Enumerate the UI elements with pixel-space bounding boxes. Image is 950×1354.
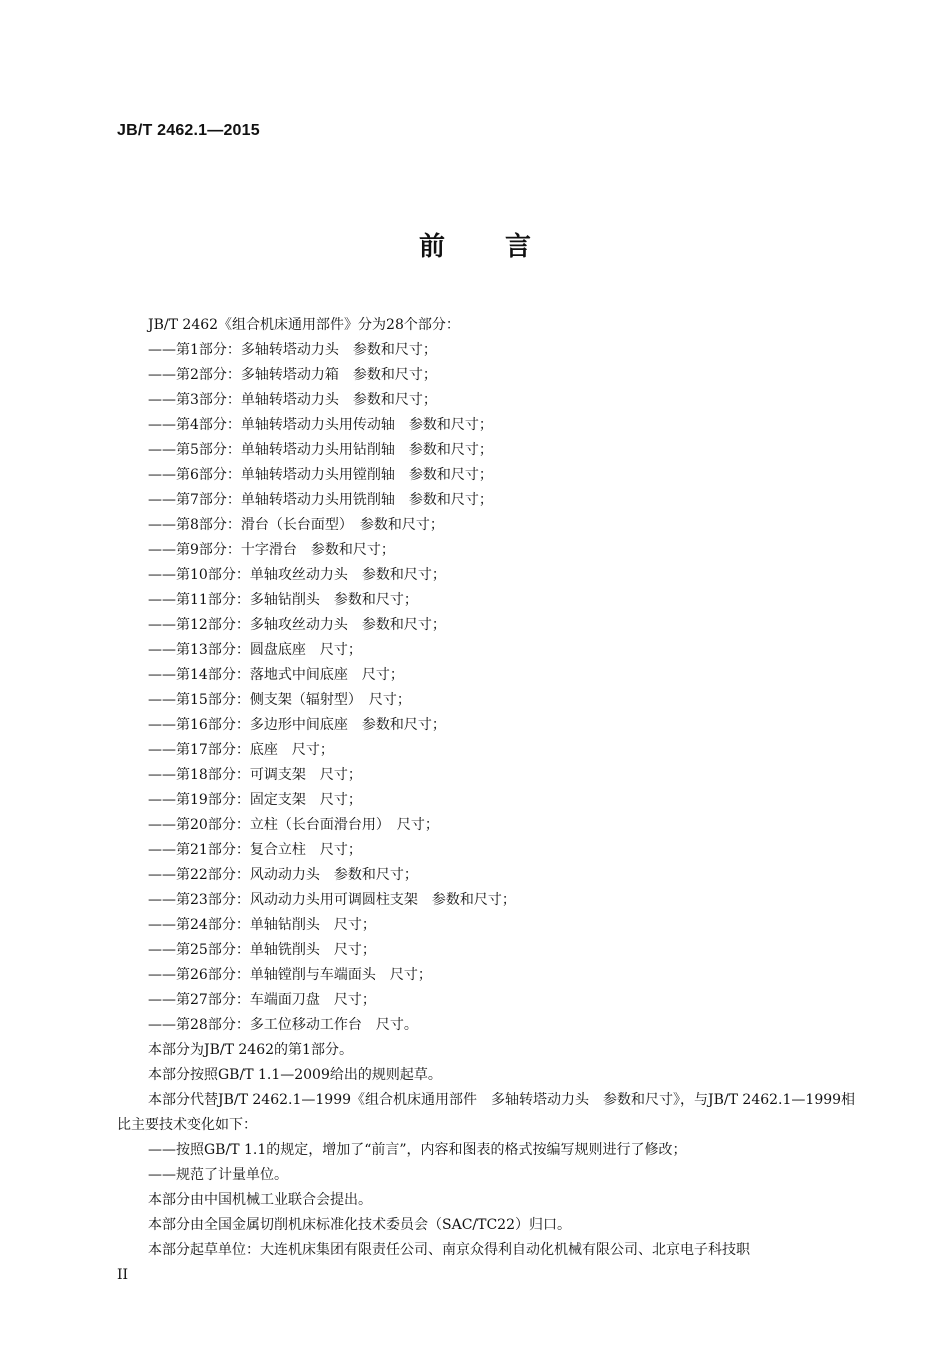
part-list-item: ——第18部分：可调支架 尺寸； xyxy=(148,767,362,783)
replaces-statement: 本部分代替JB/T 2462.1—1999《组合机床通用部件 多轴转塔动力头 参数和尺寸》，与JB/T 2462.1—1999相比主要技术变化如下： xyxy=(117,1092,856,1133)
proposed-by-statement: 本部分由中国机械工业联合会提出。 xyxy=(148,1192,372,1208)
part-list-item: ——第15部分：侧支架（辐射型） 尺寸； xyxy=(148,692,411,708)
part-list-item: ——第1部分：多轴转塔动力头 参数和尺寸； xyxy=(148,342,437,358)
part-list-item: ——第7部分：单轴转塔动力头用铣削轴 参数和尺寸； xyxy=(148,492,493,508)
intro-line: JB/T 2462《组合机床通用部件》分为28个部分： xyxy=(148,317,460,333)
part-list-item: ——第14部分：落地式中间底座 尺寸； xyxy=(148,667,404,683)
part-list-item: ——第13部分：圆盘底座 尺寸； xyxy=(148,642,362,658)
part-list-item: ——第4部分：单轴转塔动力头用传动轴 参数和尺寸； xyxy=(148,417,493,433)
part-list-item: ——第25部分：单轴铣削头 尺寸； xyxy=(148,942,376,958)
page-title: 前言 xyxy=(418,232,591,262)
part-list-item: ——第8部分：滑台（长台面型） 参数和尺寸； xyxy=(148,517,444,533)
managed-by-statement: 本部分由全国金属切削机床标准化技术委员会（SAC/TC22）归口。 xyxy=(148,1217,571,1233)
part-list-item: ——第2部分：多轴转塔动力箱 参数和尺寸； xyxy=(148,367,437,383)
part-list-item: ——第23部分：风动动力头用可调圆柱支架 参数和尺寸； xyxy=(148,892,516,908)
part-list-item: ——第3部分：单轴转塔动力头 参数和尺寸； xyxy=(148,392,437,408)
part-list-item: ——第27部分：车端面刀盘 尺寸； xyxy=(148,992,376,1008)
part-list-item: ——第16部分：多边形中间底座 参数和尺寸； xyxy=(148,717,446,733)
part-list-item: ——第10部分：单轴攻丝动力头 参数和尺寸； xyxy=(148,567,446,583)
parts-list xyxy=(117,338,867,1038)
part-list-item: ——第6部分：单轴转塔动力头用镗削轴 参数和尺寸； xyxy=(148,467,493,483)
change-item-2: ——规范了计量单位。 xyxy=(148,1167,288,1183)
part-list-item: ——第26部分：单轴镗削与车端面头 尺寸； xyxy=(148,967,432,983)
drafting-rule-statement: 本部分按照GB/T 1.1—2009给出的规则起草。 xyxy=(148,1067,442,1083)
page-number: II xyxy=(117,1267,129,1283)
standard-code: JB/T 2462.1—2015 xyxy=(117,122,260,139)
change-item-1: ——按照GB/T 1.1的规定，增加了“前言”，内容和图表的格式按编写规则进行了修改； xyxy=(148,1142,687,1158)
part-list-item: ——第20部分：立柱（长台面滑台用） 尺寸； xyxy=(148,817,439,833)
drafters-statement: 本部分起草单位：大连机床集团有限责任公司、南京众得利自动化机械有限公司、北京电子科技职 xyxy=(148,1242,750,1258)
part-list-item: ——第17部分：底座 尺寸； xyxy=(148,742,334,758)
part-list-item: ——第12部分：多轴攻丝动力头 参数和尺寸； xyxy=(148,617,446,633)
part-list-item: ——第9部分：十字滑台 参数和尺寸； xyxy=(148,542,395,558)
document-body xyxy=(117,313,867,1263)
part-list-item: ——第11部分：多轴钻削头 参数和尺寸； xyxy=(148,592,418,608)
part-list-item: ——第21部分：复合立柱 尺寸； xyxy=(148,842,362,858)
part-list-item: ——第22部分：风动动力头 参数和尺寸； xyxy=(148,867,418,883)
part-of-statement: 本部分为JB/T 2462的第1部分。 xyxy=(148,1042,353,1058)
part-list-item: ——第19部分：固定支架 尺寸； xyxy=(148,792,362,808)
part-list-item: ——第28部分：多工位移动工作台 尺寸。 xyxy=(148,1017,418,1033)
part-list-item: ——第24部分：单轴钻削头 尺寸； xyxy=(148,917,376,933)
part-list-item: ——第5部分：单轴转塔动力头用钻削轴 参数和尺寸； xyxy=(148,442,493,458)
